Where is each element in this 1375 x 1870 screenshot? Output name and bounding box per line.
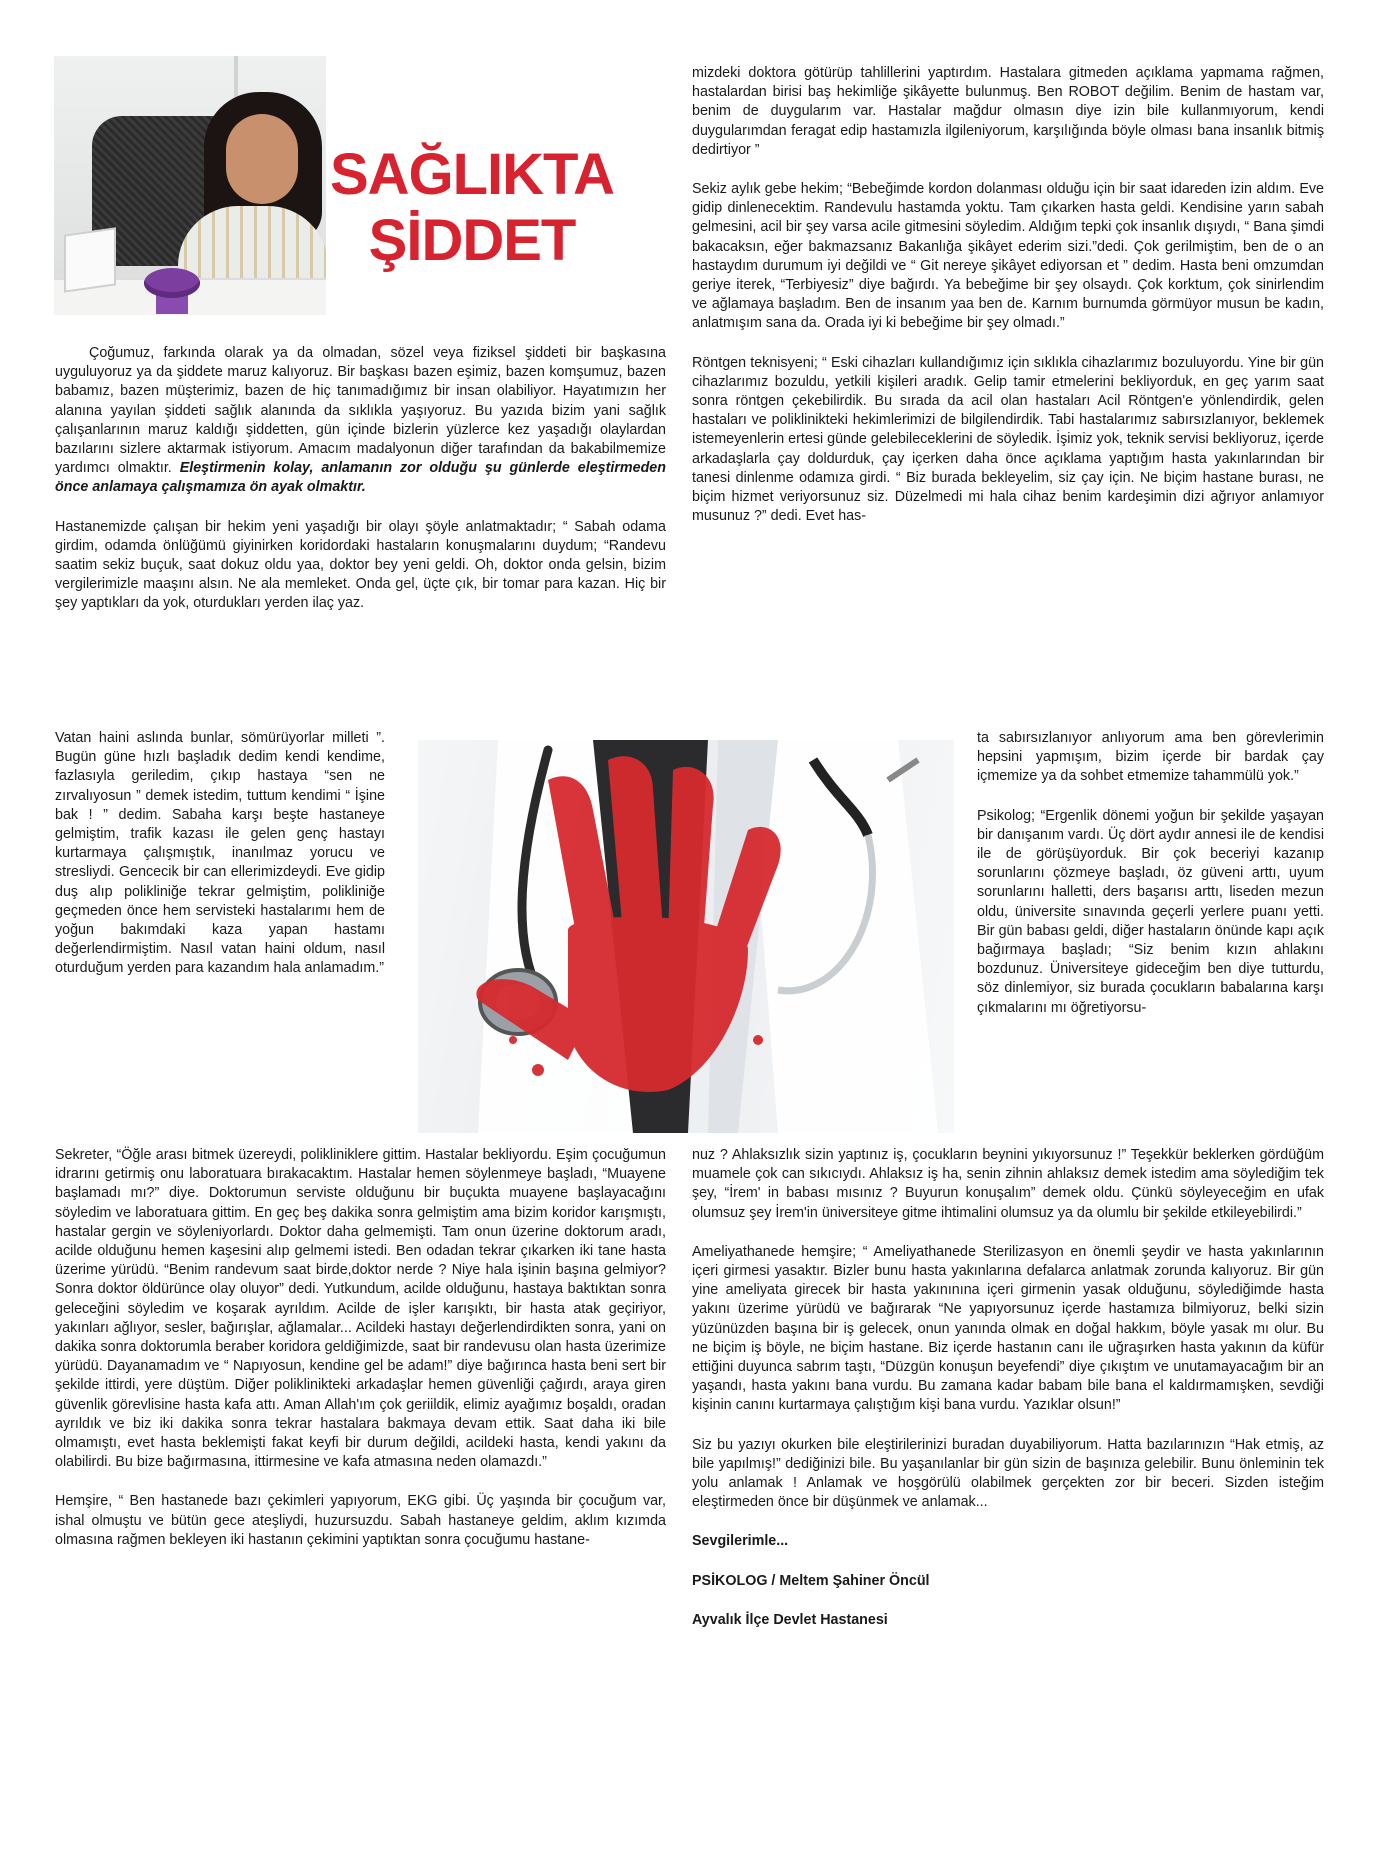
pregnant-doctor-paragraph: Sekiz aylık gebe hekim; “Bebeğimde kordon dolanması olduğu için bir saat idareden izin aldım. Eve gidip dinlenecektim. Randevulu hastamda yoktu. Tam çıkarken hasta geldi. Kendisine yarın sabah gelmesini, acil bir şey varsa acile gitmesini söyledim. Aldığım tepki çok insanlık dışıydı, “ Bana şimdi bakacaksın, eğer bakmazsanız Bakanlığa şikâyet ederim sizi.”dedi. Çok gerilmiştim, ben de o an hastaydım durumum iyi değildi ve “ Git nereye şikâyet ediyorsan et ” dedim. Hasta beni omzumdan geriye iterek, “Terbiyesiz” diye bağırdı. Ya bebeğime bir şey olsaydı. Çok korktum, çok sinirlendim ve ağlamaya başladım. Ben de insanım yaa ben de. Karnım burnumda görmüyor musun be kadın, anlatmışım sana da. Orada iyi ki bebeğime bir şey olmadı.” (692, 181, 1324, 332)
xray-tech-continued: ta sabırsızlanıyor anlıyorum ama ben görevlerimin hepsini yapmışım, bizim içerde bir bardak çay içmemize ya da sohbet etmemize tahammülü yok.” (977, 730, 1324, 785)
article-title (322, 142, 622, 274)
left-column-top (55, 344, 666, 634)
violence-hand-image (418, 740, 954, 1133)
doctor-story-paragraph: Hastanemizde çalışan bir hekim yeni yaşadığı bir olayı şöyle anlatmaktadır; “ Sabah odama girdim, odamda önlüğümü giyinirken koridordaki hastaların konuşmalarını duydum; “Randevu saatim sekiz buçuk, saat dokuz oldu yaa, doktor bey yeni geldi. Oh, doktor onda gelsin, bizim vergilerimizle maaşını alsın. Ne ala memleket. Onda gel, üçte çık, bir tomar para kazan. Hiç bir şey yaptıkları da yok, oturdukları yerden ilaç yaz. (55, 518, 666, 612)
title-line-2: ŞİDDET (368, 208, 576, 273)
doctor-story-continued: Vatan haini aslında bunlar, sömürüyorlar milleti ”. Bugün güne hızlı başladık dedim kendi kendime, fazlasıyla geriledim, çıkıp hastaya “sen ne zırvalıyosun ” demek istedim, tuttum kendimi “ İşine bak ! ” dedim. Sabaha karşı beşte hastaneye gelmiştim, trafik kazası ile gelen genç hastayı kurtarmaya çalışmıştık, inanılmaz yorucu ve stresliydi. Gencecik bir can ellerimizdeydi. Eve gidip duş alıp polikliniğe tekrar gelmiştim, polikliniğe geçmeden önce hem servisteki hastalarımı hem de yoğun bakımdaki kaza yapan hastamı değerlendirmiştim. Nasıl vatan haini oldum, nasıl oturduğum yerden para kazandım hala anlamadım.” (55, 730, 385, 977)
signature-greeting: Sevgilerimle... (692, 1533, 789, 1550)
xray-tech-paragraph: Röntgen teknisyeni; “ Eski cihazları kullandığımız için sıklıkla cihazlarımız bozuluyordu. Yine bir gün cihazlarımız bozuldu, yetkili kişileri aradık. Gelip tamir etmelerini bekliyorduk, en geç yarım saat sonra röntgen çekebilirdik. Bu sırada da acil olan hastaları Acil Röntgen'e yönlendirdik, gelen hastaları ve poliklinikteki hekimlerimizi de bilgilendirdik. Tabi hastalarımız sabırsızlanıyor, beklemek istemeyenlerin ertesi günde gelebileceklerini de söyledik. İşimiz yok, teknik servisi bekliyoruz, içerde arkadaşlarla çay doldurduk, çay içerken daha önce açıklama yaptığım hasta yakınlarından bir tanesi dinlenme odamıza girdi. “ Biz burada bekleyelim, siz çay için. Ne biçim hastane burası, ne biçim hizmet veriyorsunuz siz. Düzelmedi mi hala cihaz benim kardeşimin dizi ağrıyor anlamıyor musunuz ?” dedi. Evet has- (692, 354, 1324, 525)
secretary-story-paragraph: Sekreter, “Öğle arası bitmek üzereydi, polikliniklere gittim. Hastalar bekliyordu. Eşim çocuğumun idrarını getirmiş onu laboratuara bırakacaktım. Hastalar hemen söylenmeye başladı, “Muayene başlamadı mı?” diye. Doktorumun serviste olduğunu bir buçukta muayene başlayacağını söyledim ve laboratuara gittim. En geç beş dakika sonra gelmiştim ama bizim koridor karışmıştı, hastalar gergin ve söyleniyorlardı. Doktor daha gelmemişti. Tam onun üzerine doktorum aradı, acilde olduğunu hemen kaşesini alıp gelmemi istedi. Ben odadan tekrar çıkarken iki tane hasta üzerime yürüdü. “Benim randevum saat birde,doktor nerde ? Niye hala işinin başına gelmiyor? Sonra doktor öldürünce olay oluyor” dedi. Yutkundum, acilde olduğunu, hastaya baktıktan sonra geleceğini söyledim ve koşarak ayrıldım. Acilde de işler karışıktı, bir hasta atak geçiriyor, yakınları ağlıyor, sesler, bağırışlar, ağlamalar... Acildeki hastayı değerlendirdikten sonra, yani on dakika sonra doktorumla beraber koridora geldiğimizde, saat bir randevusu olan hasta üzerimize yürüdü. Dayanamadım ve “ Napıyosun, kendine gel be adam!” diye bağırınca hasta beni sert bir şekilde ittirdi, yere düştüm. Diğer poliklinikteki arkadaşlar hemen güvenliği çağırdı, araya giren güvenlik görevlisine hasta kafa attı. Aman Allah'ım çok geriildik, elimiz ayağımız boşaldı, oradan ayrıldık ve biz iki dakika sonra tekrar hastalara bakmaya devam ettik. Saat daha iki bile olmamıştı, evet hasta beklemişti fakat keyfi bir durum değildi, acildeki hasta, kendi yakını da olabilirdi. Bu bize bağırmasına, ittirmesine ve kafa atmasına neden olamazdı.” (55, 1147, 666, 1471)
right-wrap-column (977, 729, 1324, 1038)
right-column-top (692, 64, 1324, 546)
psychologist-paragraph: Psikolog; “Ergenlik dönemi yoğun bir şekilde yaşayan bir danışanım vardı. Üç dört aydır annesi ile de kendisi ile de görüşüyorduk. Bir çok beceriyi kazanıp sorunlarını çözmeye başladı, öz güveni arttı, uyum sorunlarını halletti, ders başarısı arttı, liseden mezun oldu, üniversite sınavında geçerli yerlere puanı yetti. Bir gün babası geldi, diğer hastaların önünde kapı açık bağırmaya başladı; “Siz benim kızın ahlakını bozdunuz. Üniversiteye gideceğim ben diye tutturdu, söz dinlemiyor, siz burada çocukların babalarına karşı çıkmalarını mı öğretiyorsu- (977, 807, 1324, 1016)
stethoscope-hand-illustration (418, 740, 954, 1133)
signature-institution: Ayvalık İlçe Devlet Hastanesi (692, 1611, 888, 1628)
left-wrap-column (55, 729, 385, 999)
photo-laptop (64, 227, 116, 292)
author-photo (54, 56, 326, 315)
closing-paragraph: Siz bu yazıyı okurken bile eleştirilerinizi buradan duyabiliyorum. Hatta bazılarınızın “Hak etmiş, az bile yapılmış!” dediğinizi bile. Bu yaşanılanlar bir gün sizin de başınıza gelebilir. Bunu önleminin tek yolu anlamak ! Anlamak ve hoşgörülü olabilmek gerçekten zor bir beceri. Sizden isteğim eleştirmeden önce bir düşünmek ve anlamak... (692, 1436, 1324, 1511)
intro-paragraph (55, 344, 666, 498)
title-line-1: SAĞLIKTA (329, 142, 615, 207)
nurse-story-continued: mizdeki doktora götürüp tahlillerini yaptırdım. Hastalara gitmeden açıklama yapmama rağmen, hastalardan birisi baş hekimliğe şikâyette bulunmuş. Ben ROBOT değilim. Benim de hastam var, benim de duygularım var. Hastalar mağdur olmasın diye izin bile kullanmıyorum, kendi duygularımdan feragat edip hastamızla ilgileniyorum, karşılığında böyle olması bana insanlık bitmiş dedirtiyor ” (692, 65, 1324, 158)
psychologist-continued: nuz ? Ahlaksızlık sizin yaptınız iş, çocukların beynini yıkıyorsunuz !” Teşekkür beklerken gördüğüm muamele çok can sıkıcıydı. Ahlaksız iş ha, senin zihnin ahlaksız demek istedim ama söylediğim tek şey, “İrem' in babası mısınız ? Buyurun konuşalım” demek oldu. Çünkü söyleyeceğim en ufak olumsuz şey İrem'in üniversiteye gitme ihtimalini olumsuz ya da olumlu bir şekilde etkileyebilirdi.” (692, 1147, 1324, 1221)
photo-face (226, 114, 298, 204)
right-column-bottom (692, 1146, 1324, 1650)
operating-room-nurse-paragraph: Ameliyathanede hemşire; “ Ameliyathanede Sterilizasyon en önemli şeydir ve hasta yakınlarının içeri girmesi yasaktır. Bizler bunu hasta yakınlarına defalarca anlatmak zorunda kalıyoruz. Bir gün yine ameliyata girecek bir hasta yakınınına içeri girmenin yasak olduğunu, söylediğimde hasta yakını üzerime yürüdü ve bağırarak “Ne yapıyorsunuz içerde hastamıza bilmiyoruz, belki sizin yüzünüzden başına bir iş gelecek, onun yanında olmak en doğal hakkım, böyle yasak mı olur. Bu ne biçim iş böyle, ne biçim hastane. Biz içerde hastanın canı ile uğraşırken hasta yakının da küfür ettiğini duyunca sabrım taştı, “Düzgün konuşun beyefendi” diye çıkıştım ve unutamayacağım bir an yaşandı, hasta yakını bana vurdu. Bu zamana kadar babam bile bana el kaldırmamışken, sevdiği kişinin canını kurtarmaya çalıştığım kişi bana vurdu. Yazıklar olsun!” (692, 1243, 1324, 1414)
nurse-story-paragraph: Hemşire, “ Ben hastanede bazı çekimleri yapıyorum, EKG gibi. Üç yaşında bir çocuğum var, ishal olmuştu ve bütün gece ateşliydi, huzursuzdu. Sabah hastaneye geldim, aklım kızımda olmasına rağmen bekleyen iki hastanın çekimini yaptıktan sonra çocuğumu hastane- (55, 1493, 666, 1548)
intro-text: Çoğumuz, farkında olarak ya da olmadan, sözel veya fiziksel şiddeti bir başkasına uyguluyoruz ya da şiddete maruz kalıyoruz. Bir başkası bazen eşimiz, bazen komşumuz, bazen babamız, bazen müşterimiz, bazen de hiç tanımadığımız bir insan olabiliyor. Hayatımızın her alanına yayılan şiddeti sağlık alanında da sıklıkla yaşıyoruz. Bu yazıda bizim yani sağlık çalışanlarının maruz kaldığı şiddetten, gün içinde bizlerin yüzlerce kez yaşadığı olaylardan bazılarını sizlere aktarmak istiyorum. Amacım madalyonun diğer tarafından da bakabilmemize yardımcı olmaktır. (55, 345, 666, 477)
left-column-bottom (55, 1146, 666, 1570)
photo-plant (144, 268, 200, 298)
intro-emphasis: Eleştirmenin kolay, anlamanın zor olduğu şu günlerde eleştirmeden önce anlamaya çalışmamıza ön ayak olmaktır. (55, 460, 666, 496)
signature-author: PSİKOLOG / Meltem Şahiner Öncül (692, 1572, 930, 1589)
